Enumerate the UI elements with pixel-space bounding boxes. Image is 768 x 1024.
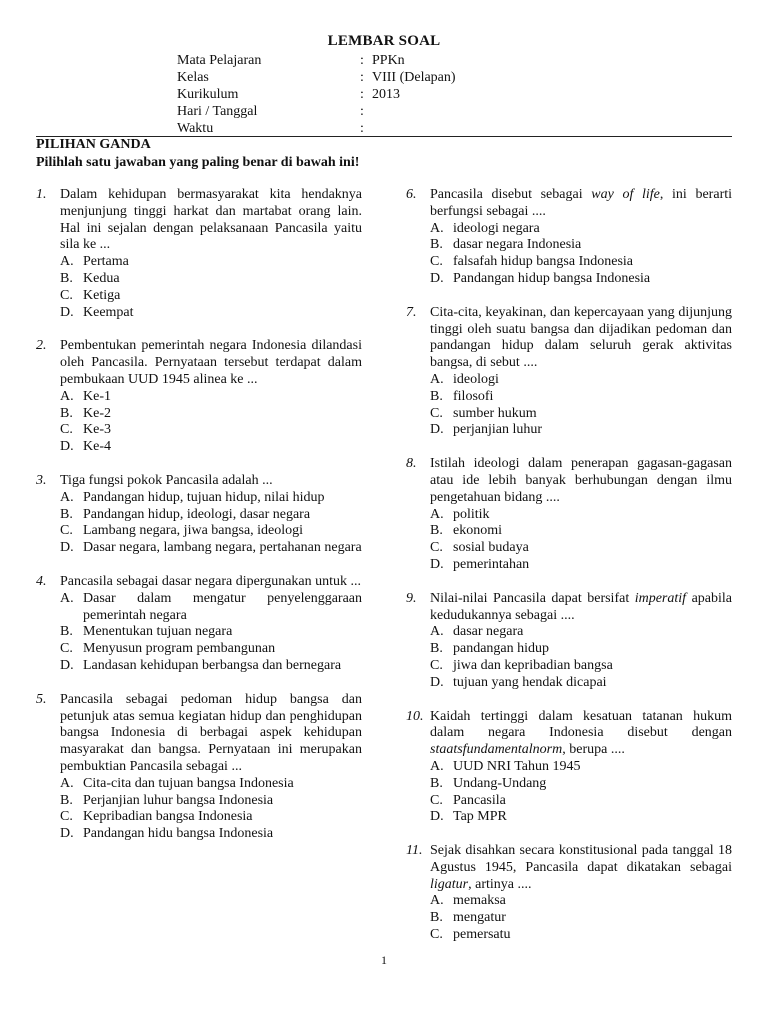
option-text: falsafah hidup bangsa Indonesia bbox=[453, 254, 633, 270]
option-letter: A. bbox=[60, 489, 74, 505]
question-item bbox=[36, 574, 362, 675]
info-colon: : bbox=[360, 121, 364, 136]
answer-options bbox=[430, 759, 732, 826]
option-letter: A. bbox=[430, 506, 444, 522]
question-text: Tiga fungsi pokok Pancasila adalah ... bbox=[60, 472, 273, 488]
answer-option bbox=[430, 624, 732, 641]
question-number: 9. bbox=[406, 590, 417, 606]
option-text: Ke-3 bbox=[83, 422, 111, 438]
option-letter: D. bbox=[430, 809, 444, 825]
answer-option bbox=[430, 271, 732, 288]
option-text: Pandangan hidup bangsa Indonesia bbox=[453, 270, 651, 286]
question-text-part: , ini berarti berfungsi sebagai .... bbox=[430, 187, 733, 219]
question-text: Pancasila sebagai dasar negara dipergunakan untuk ... bbox=[60, 573, 362, 589]
option-text: filosofi bbox=[453, 388, 494, 404]
answer-option bbox=[60, 591, 362, 625]
answer-option bbox=[430, 389, 732, 406]
answer-option bbox=[60, 540, 362, 557]
info-value: PPKn bbox=[372, 53, 405, 68]
answer-option bbox=[430, 406, 732, 423]
option-text: Keempat bbox=[83, 304, 134, 320]
option-letter: C. bbox=[430, 927, 443, 943]
answer-options bbox=[60, 389, 362, 456]
option-text: Tap MPR bbox=[453, 809, 507, 825]
option-text: Pancasila bbox=[453, 792, 506, 808]
info-label: Hari / Tanggal bbox=[177, 104, 258, 119]
question-column-right bbox=[406, 187, 732, 961]
option-letter: D. bbox=[60, 540, 74, 556]
question-text-part: Nilai-nilai Pancasila dapat bersifat bbox=[430, 590, 635, 606]
answer-option bbox=[60, 809, 362, 826]
option-letter: B. bbox=[430, 388, 443, 404]
question-text-italic: imperatif bbox=[634, 590, 687, 606]
question-item bbox=[36, 473, 362, 557]
question-number: 1. bbox=[36, 187, 47, 202]
option-letter: A. bbox=[430, 893, 444, 909]
option-text: ideologi bbox=[453, 371, 499, 387]
option-text: jiwa dan kepribadian bangsa bbox=[453, 657, 613, 673]
option-letter: B. bbox=[60, 405, 73, 421]
option-letter: A. bbox=[60, 775, 74, 791]
question-text-italic: ligatur bbox=[430, 876, 469, 892]
info-row-time bbox=[177, 120, 456, 137]
answer-option bbox=[430, 658, 732, 675]
option-text: memaksa bbox=[453, 893, 506, 909]
answer-options bbox=[60, 591, 362, 675]
option-text: dasar negara bbox=[453, 624, 524, 640]
document-title: LEMBAR SOAL bbox=[327, 33, 441, 49]
question-text-part: , artinya .... bbox=[468, 876, 532, 892]
answer-option bbox=[430, 927, 732, 944]
option-letter: C. bbox=[430, 540, 443, 556]
question-text bbox=[430, 187, 732, 221]
info-colon: : bbox=[360, 70, 364, 85]
option-text: Kepribadian bangsa Indonesia bbox=[83, 809, 253, 825]
answer-options bbox=[430, 372, 732, 439]
answer-option bbox=[60, 624, 362, 641]
option-letter: C. bbox=[60, 287, 73, 303]
answer-options bbox=[60, 490, 362, 557]
answer-options bbox=[60, 776, 362, 843]
option-text: Pandangan hidu bangsa Indonesia bbox=[83, 826, 274, 842]
answer-option bbox=[430, 793, 732, 810]
info-row-curriculum bbox=[177, 86, 456, 103]
question-text: Pancasila sebagai pedoman hidup bangsa dan petunjuk atas semua kegiatan hidup dan penghidupan bangsa Indonesia di berbagai aspek kehidupan masyarakat dan bangsa. Pernyataan ini merupakan pembuktian Pancasila sebagai ... bbox=[60, 691, 362, 774]
question-item bbox=[406, 456, 732, 574]
answer-option bbox=[430, 759, 732, 776]
option-letter: B. bbox=[60, 624, 73, 640]
answer-option bbox=[430, 910, 732, 927]
option-text: Menyusun program pembangunan bbox=[83, 641, 276, 657]
option-text: Kedua bbox=[83, 270, 120, 286]
question-number: 4. bbox=[36, 573, 47, 589]
answer-option bbox=[60, 507, 362, 524]
option-letter: D. bbox=[60, 439, 74, 455]
option-letter: C. bbox=[430, 657, 443, 673]
option-text: Undang-Undang bbox=[453, 775, 547, 791]
option-text: politik bbox=[453, 506, 490, 522]
info-label: Kelas bbox=[177, 70, 209, 85]
option-letter: D. bbox=[430, 556, 444, 572]
option-text: Landasan kehidupan berbangsa dan bernegara bbox=[83, 657, 342, 673]
option-text: sumber hukum bbox=[453, 405, 537, 421]
question-text-part: Pancasila disebut sebagai bbox=[430, 187, 592, 202]
option-text: Ke-1 bbox=[83, 388, 111, 404]
option-text: mengatur bbox=[453, 910, 506, 926]
option-letter: B. bbox=[430, 523, 443, 539]
option-letter: B. bbox=[430, 775, 443, 791]
option-letter: C. bbox=[60, 422, 73, 438]
option-text: tujuan yang hendak dicapai bbox=[453, 674, 607, 690]
answer-option bbox=[430, 523, 732, 540]
answer-option bbox=[430, 893, 732, 910]
question-number: 8. bbox=[406, 456, 417, 472]
answer-option bbox=[430, 221, 732, 238]
info-value: VIII (Delapan) bbox=[372, 70, 456, 85]
option-letter: D. bbox=[60, 657, 74, 673]
option-letter: D. bbox=[60, 826, 74, 842]
answer-option bbox=[60, 305, 362, 322]
option-text: ideologi negara bbox=[453, 220, 540, 236]
question-text-part: Sejak disahkan secara konstitusional pada tanggal 18 Agustus 1945, Pancasila dapat dikatakan sebagai bbox=[430, 843, 732, 875]
answer-option bbox=[60, 288, 362, 305]
info-colon: : bbox=[360, 87, 364, 102]
answer-option bbox=[60, 641, 362, 658]
info-label: Waktu bbox=[177, 121, 214, 136]
option-text: dasar negara Indonesia bbox=[453, 237, 582, 253]
question-text: Cita-cita, keyakinan, dan kepercayaan yang dijunjung tinggi oleh suatu bangsa dan dijadikan pedoman dan pandangan hidup dalam seluruh gerak aktivitas bangsa, di sebut .... bbox=[430, 304, 732, 371]
answer-option bbox=[60, 658, 362, 675]
question-item bbox=[36, 338, 362, 456]
answer-option bbox=[60, 490, 362, 507]
option-letter: A. bbox=[430, 220, 444, 236]
option-letter: A. bbox=[430, 371, 444, 387]
option-letter: C. bbox=[430, 792, 443, 808]
question-text bbox=[430, 709, 732, 759]
option-text: pemersatu bbox=[453, 927, 511, 943]
question-number: 2. bbox=[36, 338, 47, 354]
option-text: Cita-cita dan tujuan bangsa Indonesia bbox=[83, 775, 294, 791]
question-text: Pembentukan pemerintah negara Indonesia dilandasi oleh Pancasila. Pernyataan tersebut terdapat dalam pembukaan UUD 1945 alinea ke ... bbox=[60, 338, 362, 387]
question-text-part: Kaidah tertinggi dalam kesatuan tatanan hukum dalam negara Indonesia disebut dengan bbox=[430, 708, 732, 741]
answer-option bbox=[430, 641, 732, 658]
answer-option bbox=[60, 523, 362, 540]
question-number: 3. bbox=[36, 472, 47, 488]
option-letter: C. bbox=[60, 641, 73, 657]
option-letter: A. bbox=[430, 758, 444, 774]
question-text: Dalam kehidupan bermasyarakat kita hendaknya menjunjung tinggi harkat dan martabat orang lain. Hal ini sejalan dengan pelaksanaan Pancasila yaitu sila ke ... bbox=[60, 187, 362, 253]
question-item bbox=[406, 709, 732, 827]
question-number: 6. bbox=[406, 187, 417, 202]
option-letter: A. bbox=[60, 388, 74, 404]
answer-option bbox=[60, 406, 362, 423]
answer-options bbox=[60, 254, 362, 321]
answer-options bbox=[430, 507, 732, 574]
option-letter: B. bbox=[60, 792, 73, 808]
option-letter: C. bbox=[60, 523, 73, 539]
info-value: 2013 bbox=[372, 87, 400, 102]
option-text: Dasar dalam mengatur penyelenggaraan pemerintah negara bbox=[83, 590, 362, 623]
answer-options bbox=[430, 221, 732, 288]
answer-option bbox=[430, 776, 732, 793]
option-text: Ke-2 bbox=[83, 405, 111, 421]
page-number: 1 bbox=[381, 953, 387, 967]
question-item bbox=[406, 843, 732, 944]
option-letter: D. bbox=[430, 270, 444, 286]
option-text: pandangan hidup bbox=[453, 641, 550, 657]
question-column-left bbox=[36, 187, 362, 860]
question-number: 10. bbox=[406, 708, 424, 724]
option-text: Perjanjian luhur bangsa Indonesia bbox=[83, 792, 274, 808]
question-number: 11. bbox=[406, 843, 423, 859]
info-label: Kurikulum bbox=[177, 87, 239, 102]
option-letter: C. bbox=[430, 254, 443, 270]
option-text: Dasar negara, lambang negara, pertahanan negara bbox=[83, 540, 362, 556]
info-row-class bbox=[177, 69, 456, 86]
answer-option bbox=[430, 422, 732, 439]
option-text: perjanjian luhur bbox=[453, 422, 543, 438]
question-item bbox=[36, 692, 362, 843]
option-text: Pertama bbox=[83, 254, 129, 270]
answer-option bbox=[430, 675, 732, 692]
option-letter: B. bbox=[430, 237, 443, 253]
answer-option bbox=[430, 557, 732, 574]
question-text-part: , berupa .... bbox=[562, 742, 625, 758]
info-colon: : bbox=[360, 104, 364, 119]
document-info bbox=[177, 52, 456, 137]
answer-options bbox=[430, 624, 732, 691]
answer-option bbox=[60, 254, 362, 271]
option-text: Ketiga bbox=[83, 287, 121, 303]
question-item bbox=[406, 187, 732, 288]
option-letter: A. bbox=[430, 624, 444, 640]
question-item bbox=[406, 591, 732, 692]
option-text: Pandangan hidup, ideologi, dasar negara bbox=[83, 506, 311, 522]
option-letter: D. bbox=[60, 304, 74, 320]
question-text: Istilah ideologi dalam penerapan gagasan-gagasan atau ide lebih banyak berhubungan dengan ilmu pengetahuan bidang .... bbox=[430, 456, 732, 505]
option-text: Pandangan hidup, tujuan hidup, nilai hidup bbox=[83, 489, 325, 505]
answer-option bbox=[430, 809, 732, 826]
option-letter: C. bbox=[430, 405, 443, 421]
answer-option bbox=[430, 507, 732, 524]
question-number: 7. bbox=[406, 304, 417, 320]
info-row-date bbox=[177, 103, 456, 120]
option-letter: D. bbox=[430, 674, 444, 690]
answer-option bbox=[60, 271, 362, 288]
option-letter: D. bbox=[430, 422, 444, 438]
option-text: ekonomi bbox=[453, 523, 502, 539]
question-item bbox=[406, 305, 732, 439]
answer-option bbox=[60, 422, 362, 439]
info-colon: : bbox=[360, 53, 364, 68]
section-title: PILIHAN GANDA bbox=[36, 137, 151, 152]
question-text bbox=[430, 843, 732, 893]
question-item bbox=[36, 187, 362, 321]
option-letter: A. bbox=[60, 254, 74, 270]
option-text: pemerintahan bbox=[453, 556, 530, 572]
answer-option bbox=[60, 439, 362, 456]
info-label: Mata Pelajaran bbox=[177, 53, 262, 68]
option-letter: B. bbox=[60, 270, 73, 286]
question-text-italic: staatsfundamentalnorm bbox=[430, 742, 563, 758]
option-text: sosial budaya bbox=[453, 540, 529, 556]
question-text-italic: way of life bbox=[591, 187, 660, 202]
question-text-part: apabila kedudukannya sebagai .... bbox=[430, 590, 732, 623]
info-row-subject bbox=[177, 52, 456, 69]
option-letter: C. bbox=[60, 809, 73, 825]
answer-options bbox=[430, 893, 732, 943]
option-letter: A. bbox=[60, 590, 74, 606]
answer-option bbox=[430, 237, 732, 254]
option-text: Lambang negara, jiwa bangsa, ideologi bbox=[83, 523, 304, 539]
option-letter: B. bbox=[60, 506, 73, 522]
question-text bbox=[430, 591, 732, 625]
option-letter: B. bbox=[430, 641, 443, 657]
answer-option bbox=[60, 776, 362, 793]
answer-option bbox=[430, 372, 732, 389]
question-number: 5. bbox=[36, 691, 47, 707]
answer-option bbox=[60, 826, 362, 843]
answer-option bbox=[60, 389, 362, 406]
option-text: Menentukan tujuan negara bbox=[83, 624, 233, 640]
option-text: Ke-4 bbox=[83, 439, 111, 455]
answer-option bbox=[430, 540, 732, 557]
answer-option bbox=[60, 793, 362, 810]
instruction-text: Pilihlah satu jawaban yang paling benar di bawah ini! bbox=[36, 155, 360, 170]
answer-option bbox=[430, 254, 732, 271]
option-text: UUD NRI Tahun 1945 bbox=[453, 758, 581, 774]
option-letter: B. bbox=[430, 910, 443, 926]
